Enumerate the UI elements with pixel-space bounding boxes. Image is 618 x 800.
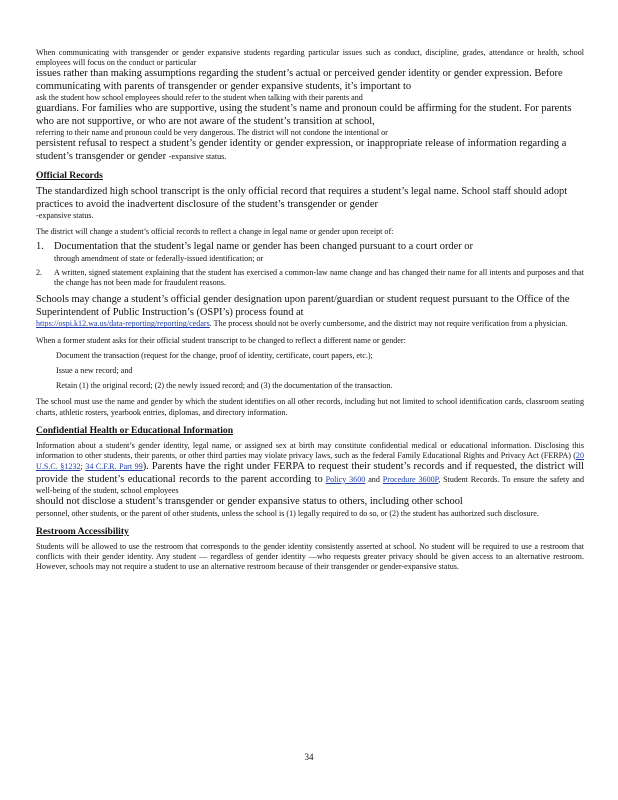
confidential-text: ). Parents have the right under FERPA to request their student’s records and if requested, the district will provide the student’s educational records to the parent according to bbox=[36, 461, 584, 485]
item-text: A written, signed statement explaining that the student has exercised a common-law name change and has changed their name for all intents and purposes and that the change has not been made for fraudulent reasons. bbox=[54, 268, 584, 288]
bullet-text: Retain (1) the original record; (2) the newly issued record; and (3) the documentation of the transaction. bbox=[56, 381, 393, 391]
bullet-marker bbox=[36, 381, 56, 391]
intro-line: issues rather than making assumptions regarding the student’s actual or perceived gender identity or gender expression. Before communicating with parents of transgender or gender expansive students, it’s important to bbox=[36, 68, 563, 92]
bullet-item bbox=[36, 366, 584, 376]
official-records-paragraph: Schools may change a student’s official gender designation upon parent/guardian or student request pursuant to the Office of the Superintendent of Public Instruction’s (OSPI’s) process found at bbox=[36, 294, 570, 318]
confidential-paragraph: personnel, other students, or the parent of other students, unless the school is (1) legally required to do so, or (2) the student has authorized such disclosure. bbox=[36, 508, 539, 518]
section-heading-restroom: Restroom Accessibility bbox=[36, 525, 129, 537]
confidential-paragraph bbox=[36, 441, 584, 496]
numbered-item bbox=[36, 268, 584, 288]
section-heading-confidential: Confidential Health or Educational Information bbox=[36, 424, 234, 436]
official-records-paragraph: The district will change a student’s official records to reflect a change in legal name or gender upon receipt of: bbox=[36, 227, 394, 237]
intro-line: guardians. For families who are supportive, using the student’s name and pronoun could be affirming for the student. For parents who are not supportive, or who are not aware of the student’s transition at school, bbox=[36, 103, 572, 127]
bullet-item bbox=[36, 381, 584, 391]
confidential-paragraph: should not disclose a student’s transgender or gender expansive status to others, including other school bbox=[36, 496, 463, 508]
section-heading-official-records: Official Records bbox=[36, 170, 103, 182]
bullet-text: Issue a new record; and bbox=[56, 365, 133, 375]
official-records-paragraph: The school must use the name and gender by which the student identifies on all other records, including but not limited to school identification cards, classroom seating charts, athletic rosters, yearbook entries, diplomas, and directory information. bbox=[36, 397, 584, 417]
intro-line bbox=[36, 138, 584, 163]
ospi-cedars-link[interactable]: https://ospi.k12.wa.us/data-reporting/reporting/cedars bbox=[36, 319, 210, 329]
document-page bbox=[36, 48, 584, 572]
and-text: and bbox=[368, 474, 380, 484]
procedure-3600p-link[interactable]: Procedure 3600P bbox=[382, 474, 439, 484]
intro-text: persistent refusal to respect a student’s gender identity or gender expression, or inappropriate release of information regarding a student’s transgender or gender bbox=[36, 138, 567, 162]
bullet-marker bbox=[36, 366, 56, 376]
ospi-text: . The process should not be overly cumbersome, and the district may not require verification from a physician. bbox=[209, 319, 568, 329]
bullet-item bbox=[36, 351, 584, 361]
cfr-link[interactable]: 34 C.F.R. Part 99 bbox=[85, 462, 143, 472]
intro-line: ask the student how school employees should refer to the student when talking with their parents and bbox=[36, 93, 363, 103]
separator: ; bbox=[80, 462, 83, 472]
page-number: 34 bbox=[304, 752, 314, 762]
usc-link[interactable]: 20 U.S.C. §1232 bbox=[36, 450, 584, 472]
official-records-paragraph bbox=[36, 319, 584, 329]
numbered-item bbox=[36, 241, 584, 264]
bullet-text: Document the transaction (request for the change, proof of identity, certificate, court papers, etc.); bbox=[56, 350, 373, 360]
item-text: through amendment of state or federally-issued identification; or bbox=[54, 253, 264, 263]
official-records-paragraph: The standardized high school transcript is the only official record that requires a student’s legal name. School staff should adopt practices to avoid the inadvertent disclosure of the student’s transgender or gender bbox=[36, 186, 568, 210]
confidential-text: Information about a student’s gender identity, legal name, or assigned sex at birth may constitute confidential medical or educational information. Disclosing this information to other students, their parents, or other third parties may violate privacy laws, such as the federal Family Educational Rights and Privacy Act (FERPA) ( bbox=[36, 440, 584, 460]
bullet-marker bbox=[36, 351, 56, 361]
intro-line: When communicating with transgender or gender expansive students regarding particular issues such as conduct, discipline, grades, attendance or health, school employees will focus on the conduct or particular bbox=[36, 48, 584, 68]
policy-3600-link[interactable]: Policy 3600 bbox=[325, 474, 366, 484]
official-records-paragraph: When a former student asks for their official student transcript to be changed to reflect a different name or gender: bbox=[36, 335, 406, 345]
item-text: Documentation that the student’s legal name or gender has been changed pursuant to a court order or bbox=[54, 241, 473, 253]
item-number: 2. bbox=[36, 268, 43, 278]
item-number: 1. bbox=[36, 241, 44, 253]
intro-line: referring to their name and pronoun could be very dangerous. The district will not condone the intentional or bbox=[36, 128, 388, 138]
official-records-paragraph-tail: -expansive status. bbox=[36, 211, 94, 221]
intro-tail: -expansive status. bbox=[168, 151, 227, 161]
restroom-paragraph: Students will be allowed to use the restroom that corresponds to the gender identity consistently asserted at school. No student will be required to use a restroom that conflicts with their gender identity. Any student — regardless of gender identity —who requests greater privacy should be given access to an alternative restroom. However, schools may not require a student to use an alternative restroom because of their transgender or gender-expansive status. bbox=[36, 541, 584, 572]
confidential-text: , Student Records. To ensure the safety and well-being of the student, school employees bbox=[36, 474, 585, 495]
